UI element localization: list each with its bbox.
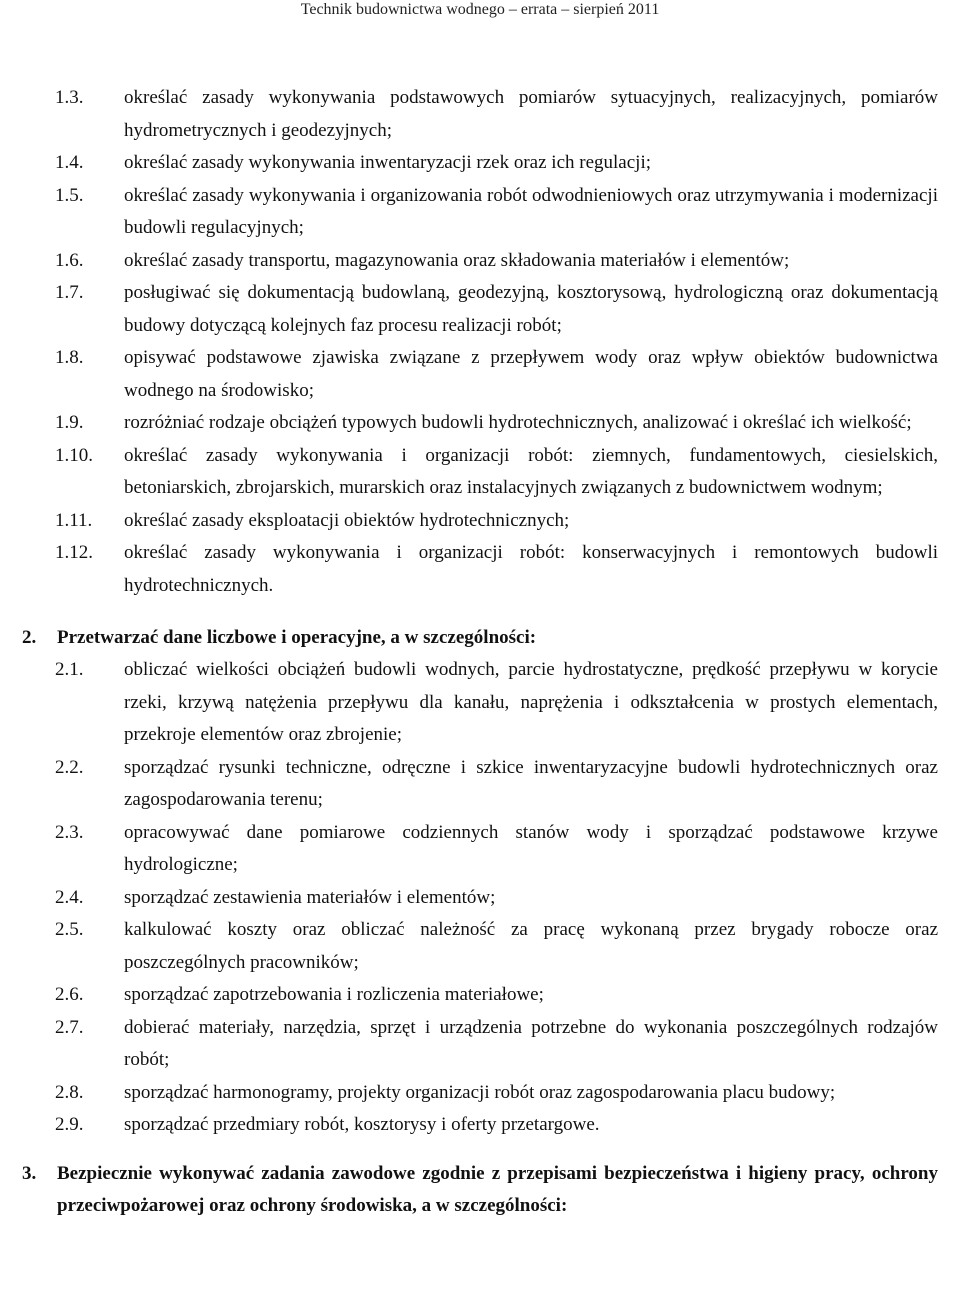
list-item bbox=[0, 245, 960, 278]
item-number: 1.9. bbox=[55, 412, 84, 433]
item-number: 1.11. bbox=[55, 509, 93, 531]
list-item bbox=[0, 1077, 960, 1110]
item-number: 1.12. bbox=[55, 542, 93, 563]
item-text: sporządzać harmonogramy, projekty organizacji robót oraz zagospodarowania placu budowy; bbox=[124, 1081, 836, 1103]
item-text: sporządzać zestawienia materiałów i elementów; bbox=[124, 886, 496, 908]
list-item bbox=[0, 1109, 960, 1142]
item-number: 1.10. bbox=[55, 444, 93, 466]
section-number: 2. bbox=[22, 627, 37, 648]
list-item bbox=[0, 147, 960, 180]
section-title: Bezpiecznie wykonywać zadania zawodowe zgodnie z przepisami bezpieczeństwa i higieny pracy, ochrony przeciwpożarowej oraz ochrony środowiska, a w szczególności: bbox=[57, 1162, 938, 1216]
list-item bbox=[0, 654, 960, 752]
list-item bbox=[0, 440, 960, 505]
item-text: kalkulować koszty oraz obliczać należność za pracę wykonaną przez brygady robocze oraz poszczególnych pracowników; bbox=[124, 919, 938, 973]
list-item bbox=[0, 537, 960, 602]
list-item bbox=[0, 180, 960, 245]
section-number: 3. bbox=[22, 1162, 37, 1184]
item-text: opracowywać dane pomiarowe codziennych stanów wody i sporządzać podstawowe krzywe hydrologiczne; bbox=[124, 821, 938, 875]
item-text: określać zasady wykonywania i organizacji robót: konserwacyjnych i remontowych budowli hydrotechnicznych. bbox=[124, 542, 938, 596]
item-text: dobierać materiały, narzędzia, sprzęt i urządzenia potrzebne do wykonania poszczególnych rodzajów robót; bbox=[124, 1016, 938, 1070]
item-number: 1.3. bbox=[55, 87, 84, 108]
item-number: 1.5. bbox=[55, 184, 84, 206]
item-text: sporządzać przedmiary robót, kosztorysy i oferty przetargowe. bbox=[124, 1114, 600, 1135]
document-body bbox=[0, 82, 960, 1222]
item-number: 1.6. bbox=[55, 249, 84, 271]
item-number: 2.8. bbox=[55, 1081, 84, 1103]
item-text: określać zasady eksploatacji obiektów hydrotechnicznych; bbox=[124, 509, 570, 531]
list-item bbox=[0, 882, 960, 915]
item-text: określać zasady wykonywania i organizacji robót: ziemnych, fundamentowych, ciesielskich, betoniarskich, zbrojarskich, murarskich oraz instalacyjnych związanych z budownictwem wodnym; bbox=[124, 444, 938, 498]
list-item bbox=[0, 277, 960, 342]
item-number: 1.7. bbox=[55, 282, 84, 303]
item-text: określać zasady wykonywania i organizowania robót odwodnieniowych oraz utrzymywania i modernizacji budowli regulacyjnych; bbox=[124, 184, 938, 238]
item-number: 2.4. bbox=[55, 886, 84, 908]
item-number: 2.3. bbox=[55, 821, 84, 843]
item-number: 2.7. bbox=[55, 1016, 84, 1038]
item-text: określać zasady wykonywania inwentaryzacji rzek oraz ich regulacji; bbox=[124, 152, 651, 173]
list-item bbox=[0, 979, 960, 1012]
item-text: opisywać podstawowe zjawiska związane z przepływem wody oraz wpływ obiektów budownictwa wodnego na środowisko; bbox=[124, 347, 938, 401]
list-item bbox=[0, 505, 960, 538]
item-number: 1.8. bbox=[55, 347, 84, 368]
section-title: Przetwarzać dane liczbowe i operacyjne, a w szczególności: bbox=[57, 627, 537, 648]
item-number: 2.1. bbox=[55, 659, 84, 680]
item-number: 2.2. bbox=[55, 756, 84, 778]
item-number: 1.4. bbox=[55, 152, 84, 173]
list-item bbox=[0, 342, 960, 407]
item-text: określać zasady transportu, magazynowania oraz składowania materiałów i elementów; bbox=[124, 249, 790, 271]
section-heading bbox=[0, 1158, 960, 1222]
item-text: określać zasady wykonywania podstawowych pomiarów sytuacyjnych, realizacyjnych, pomiarów hydrometrycznych i geodezyjnych; bbox=[124, 87, 938, 141]
item-text: rozróżniać rodzaje obciążeń typowych budowli hydrotechnicznych, analizować i określać ich wielkość; bbox=[124, 412, 912, 433]
item-number: 2.5. bbox=[55, 919, 84, 940]
item-text: sporządzać zapotrzebowania i rozliczenia materiałowe; bbox=[124, 984, 544, 1005]
list-item bbox=[0, 407, 960, 440]
item-text: posługiwać się dokumentacją budowlaną, geodezyjną, kosztorysową, hydrologiczną oraz dokumentacją budowy dotyczącą kolejnych faz procesu realizacji robót; bbox=[124, 282, 938, 336]
list-item bbox=[0, 82, 960, 147]
page-header: Technik budownictwa wodnego – errata – sierpień 2011 bbox=[300, 1, 660, 18]
item-text: obliczać wielkości obciążeń budowli wodnych, parcie hydrostatyczne, prędkość przepływu w korycie rzeki, krzywą natężenia przepływu dla kanału, naprężenia i odkształcenia w prostych elementach, przekroje elementów oraz zbrojenie; bbox=[124, 659, 938, 745]
item-text: sporządzać rysunki techniczne, odręczne i szkice inwentaryzacyjne budowli hydrotechnicznych oraz zagospodarowania terenu; bbox=[124, 756, 938, 810]
list-item bbox=[0, 1012, 960, 1077]
item-number: 2.9. bbox=[55, 1114, 84, 1135]
list-item bbox=[0, 752, 960, 817]
list-item bbox=[0, 914, 960, 979]
item-number: 2.6. bbox=[55, 984, 84, 1005]
list-item bbox=[0, 817, 960, 882]
section-heading bbox=[0, 622, 960, 654]
